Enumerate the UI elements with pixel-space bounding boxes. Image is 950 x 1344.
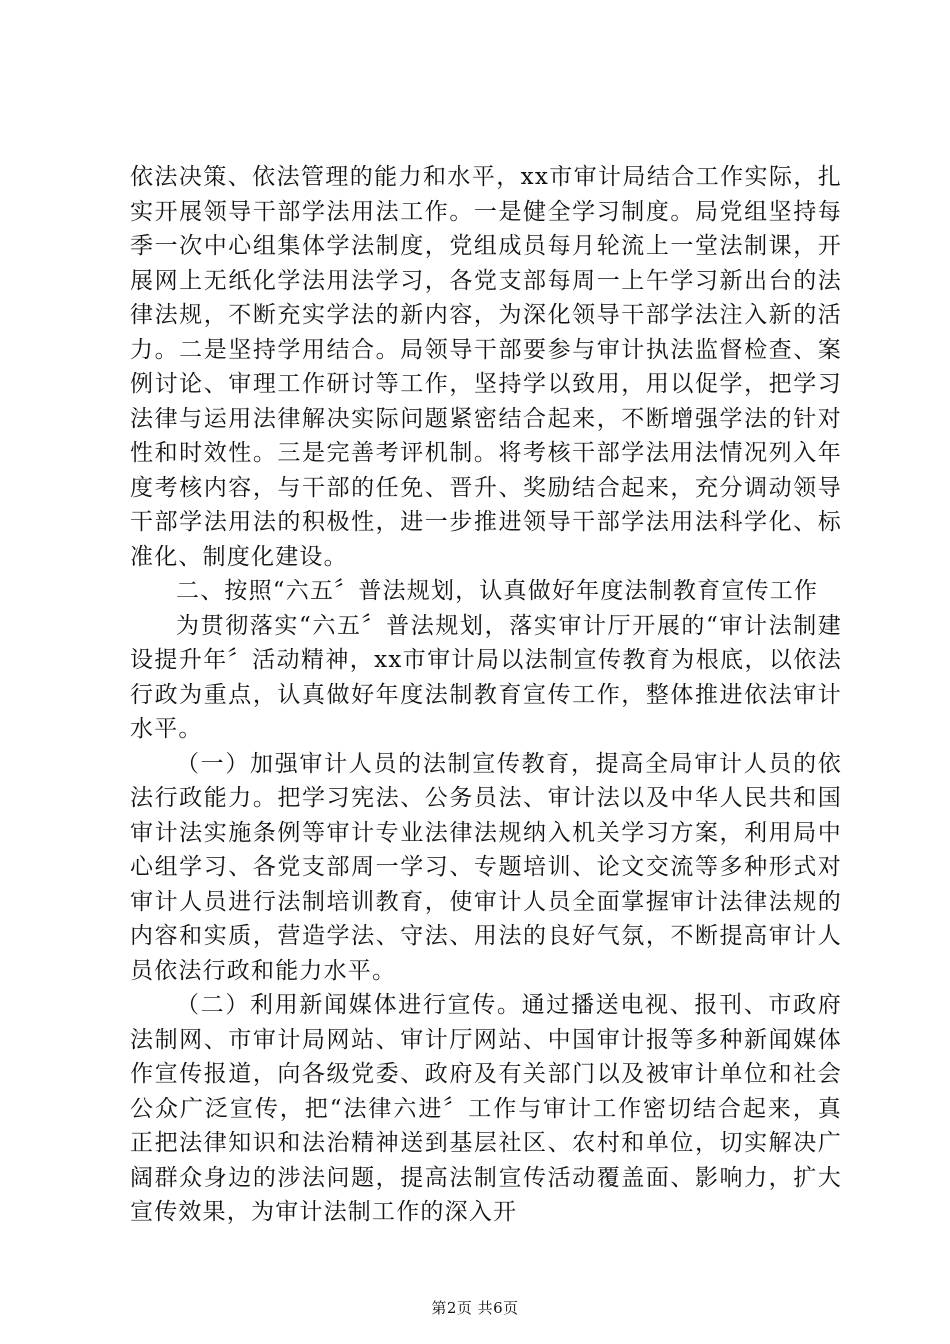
paragraph-leadership-study: 依法决策、依法管理的能力和水平，xx市审计局结合工作实际，扎实开展领导干部学法用法工作。一是健全学习制度。局党组坚持每季一次中心组集体学法制度，党组成员每月轮流上一堂法制课，开展网上无纸化学法用法学习，各党支部每周一上午学习新出台的法律法规，不断充实学法的新内容，为深化领导干部学法注入新的活力。二是坚持学用结合。局领导干部要参与审计执法监督检查、案例讨论、审理工作研讨等工作，坚持学以致用，用以促学，把学习法律与运用法律解决实际问题紧密结合起来，不断增强学法的针对性和时效性。三是完善考评机制。将考核干部学法用法情况列入年度考核内容，与干部的任免、晋升、奖励结合起来，充分调动领导干部学法用法的积极性，进一步推进领导干部学法用法科学化、标准化、制度化建设。 <box>130 164 842 570</box>
page-number-footer: 第2页 共6页 <box>431 1299 519 1317</box>
paragraph-item-one: （一）加强审计人员的法制宣传教育，提高全局审计人员的依法行政能力。把学习宪法、公务员法、审计法以及中华人民共和国审计法实施条例等审计专业法律法规纳入机关学习方案，利用局中心组学习、各党支部周一学习、专题培训、论文交流等多种形式对审计人员进行法制培训教育，使审计人员全面掌握审计法律法规的内容和实质，营造学法、守法、用法的良好气氛，不断提高审计人员依法行政和能力水平。 <box>130 750 842 984</box>
section-heading-two: 二、按照“六五〞普法规划，认真做好年度法制教育宣传工作 <box>176 578 819 604</box>
document-body <box>130 160 842 1230</box>
paragraph-item-two: （二）利用新闻媒体进行宣传。通过播送电视、报刊、市政府法制网、市审计局网站、审计厅网站、中国审计报等多种新闻媒体作宣传报道，向各级党委、政府及有关部门以及被审计单位和社会公众广泛宣传，把“法律六进〞工作与审计工作密切结合起来，真正把法律知识和法治精神送到基层社区、农村和单位，切实解决广阔群众身边的涉法问题，提高法制宣传活动覆盖面、影响力，扩大宣传效果，为审计法制工作的深入开 <box>130 992 842 1225</box>
paragraph-sixth-five-year-plan: 为贯彻落实“六五〞普法规划，落实审计厅开展的“审计法制建设提升年〞活动精神，xx市审计局以法制宣传教育为根底，以依法行政为重点，认真做好年度法制教育宣传工作，整体推进依法审计水平。 <box>130 612 842 742</box>
